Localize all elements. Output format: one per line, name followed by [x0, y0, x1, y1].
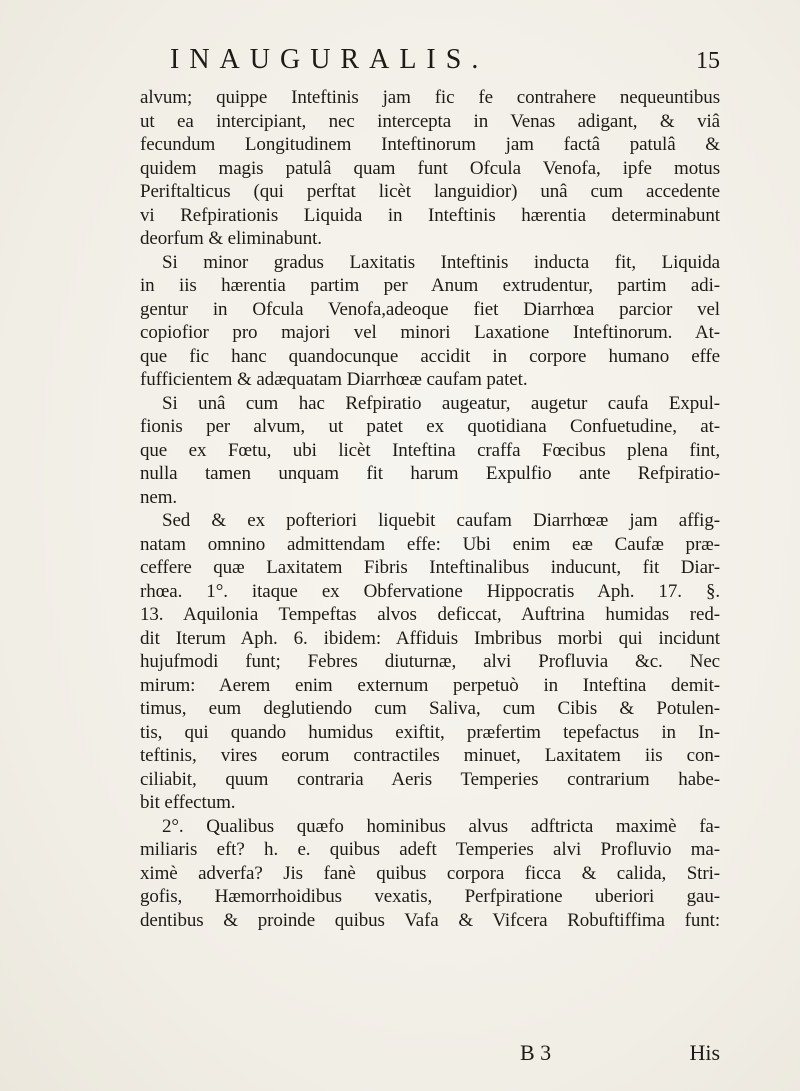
text-line: alvum; quippe Inteftinis jam fic fe contrahere nequeuntibus: [140, 87, 720, 108]
text-line: copiofior pro majori vel minori Laxatione Inteftinorum. At-: [140, 322, 720, 343]
text-line: teftinis, vires eorum contractiles minuet, Laxitatem iis con-: [140, 745, 720, 766]
text-line: natam omnino admittendam effe: Ubi enim eæ Caufæ præ-: [140, 533, 720, 555]
text-line: tis, qui quando humidus exiftit, præfertim tepefactus in In-: [140, 721, 720, 743]
text-line: vi Refpirationis Liquida in Inteftinis hærentia determinabunt: [140, 204, 720, 226]
text-line: gofis, Hæmorrhoidibus vexatis, Perfpiratione uberiori gau-: [140, 886, 720, 907]
text-line: timus, eum deglutiendo cum Saliva, cum Cibis & Potulen-: [140, 698, 720, 719]
italic-citation-line: dit Iterum Aph. 6. ibidem: Affiduis Imbribus morbi qui incidunt: [140, 627, 720, 649]
text-line: rhœa. 1°. itaque ex Obfervatione Hippocratis Aph. 17. §.: [140, 580, 720, 602]
text-line: quidem magis patulâ quam funt Ofcula Venofa, ipfe motus: [140, 157, 720, 179]
catchword: His: [689, 1040, 720, 1065]
text-line: gentur in Ofcula Venofa,adeoque fiet Diarrhœa parcior vel: [140, 298, 720, 320]
paragraph-start-line: Si minor gradus Laxitatis Inteftinis inducta fit, Liquida: [162, 251, 720, 273]
text-line: ut ea intercipiant, nec intercepta in Venas adigant, & viâ: [140, 110, 720, 132]
text-line: nulla tamen unquam fit harum Expulfio ante Refpiratio-: [140, 463, 720, 484]
body-text: [140, 86, 720, 932]
text-line: mirum: Aerem enim externum perpetuò in Inteftina demit-: [140, 674, 720, 696]
page-number: 15: [696, 48, 720, 74]
paragraph-start-line: Sed & ex pofteriori liquebit caufam Diarrhœæ jam affig-: [162, 510, 720, 531]
page-header: [130, 44, 720, 84]
page-footer: [140, 1040, 720, 1066]
text-line: fecundum Longitudinem Inteftinorum jam factâ patulâ &: [140, 134, 720, 155]
paragraph-start-line: 2°. Qualibus quæfo hominibus alvus adftricta maximè fa-: [162, 815, 720, 837]
text-line: que ex Fœtu, ubi licèt Inteftina craffa Fœcibus plena fint,: [140, 439, 720, 461]
italic-citation-line: 13. Aquilonia Tempeftas alvos deficcat, Auftrina humidas red-: [140, 604, 720, 625]
text-line: ceffere quæ Laxitatem Fibris Inteftinalibus inducunt, fit Diar-: [140, 557, 720, 578]
text-line: nem.: [140, 486, 178, 508]
text-line: bit effectum.: [140, 792, 236, 813]
italic-citation-line: hujufmodi funt; Febres diuturnæ, alvi Profluvia &c. Nec: [140, 651, 720, 672]
text-line: que fic hanc quandocunque accidit in corpore humano effe: [140, 345, 720, 367]
running-title: INAUGURALIS.: [170, 44, 489, 75]
text-line: fufficientem & adæquatam Diarrhœæ caufam patet.: [140, 369, 528, 390]
text-line: Periftalticus (qui perftat licèt languidior) unâ cum accedente: [140, 181, 720, 202]
paragraph-start-line: Si unâ cum hac Refpiratio augeatur, augetur caufa Expul-: [162, 392, 720, 414]
text-line: fionis per alvum, ut patet ex quotidiana Confuetudine, at-: [140, 416, 720, 437]
text-line: deorfum & eliminabunt.: [140, 228, 322, 249]
text-line: miliaris eft? h. e. quibus adeft Temperies alvi Profluvio ma-: [140, 839, 720, 860]
text-line: ciliabit, quum contraria Aeris Temperies contrarium habe-: [140, 768, 720, 790]
text-line: dentibus & proinde quibus Vafa & Vifcera Robuftiffima funt:: [140, 909, 720, 931]
signature-mark: B 3: [520, 1040, 552, 1065]
text-line: in iis hærentia partim per Anum extrudentur, partim adi-: [140, 275, 720, 296]
text-line: ximè adverfa? Jis fanè quibus corpora ficca & calida, Stri-: [140, 862, 720, 884]
